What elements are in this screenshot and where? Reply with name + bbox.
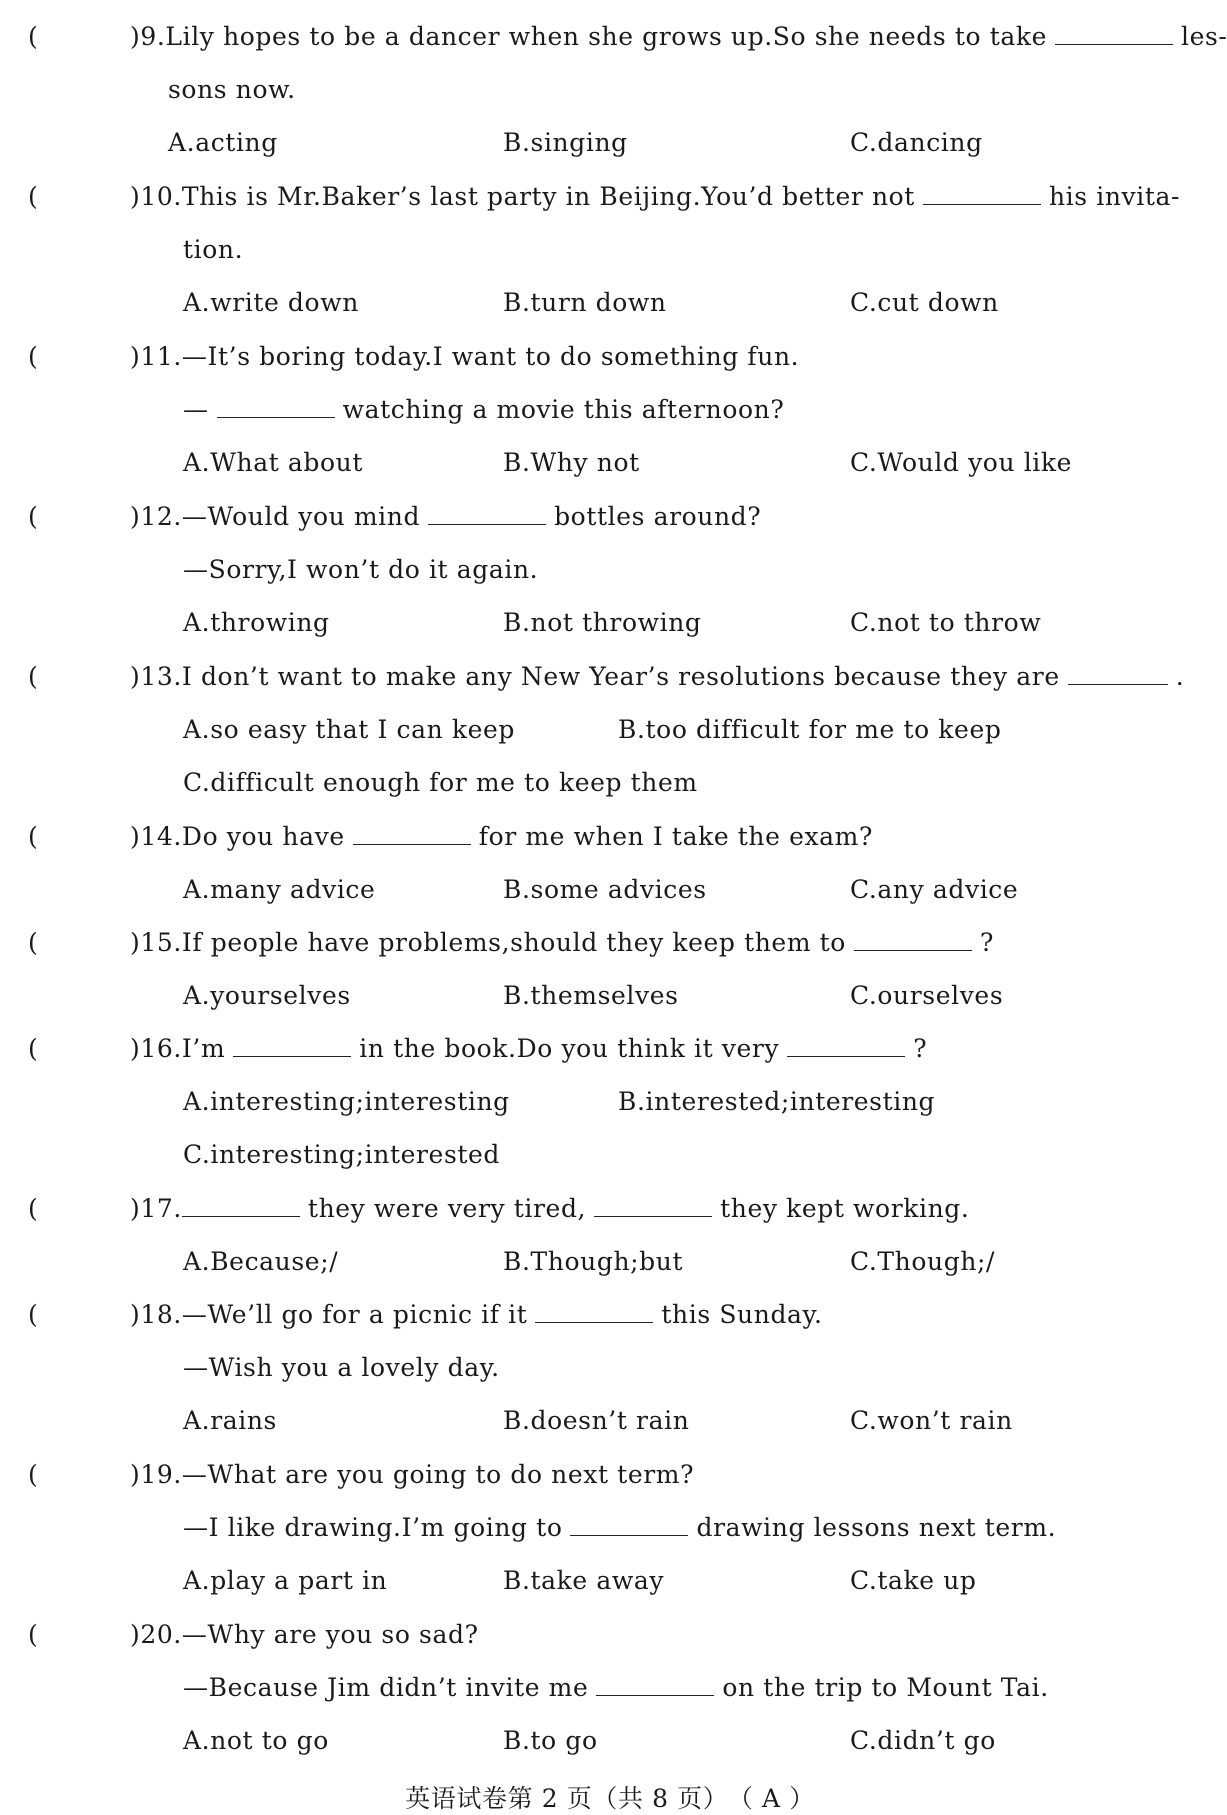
answer-paren-open: ( <box>28 662 39 691</box>
answer-blank[interactable] <box>1055 22 1173 45</box>
stem-line-2 <box>183 1673 1049 1702</box>
stem-line-2 <box>183 395 784 424</box>
option-a[interactable]: A.What about <box>183 448 364 477</box>
option-b[interactable]: B.not throwing <box>503 608 702 637</box>
option-c[interactable]: C.interesting;interested <box>183 1140 501 1169</box>
answer-blank[interactable] <box>428 502 546 525</box>
question-12 <box>0 492 1220 651</box>
stem-text: les- <box>1181 22 1227 51</box>
option-b[interactable]: B.doesn’t rain <box>503 1406 690 1435</box>
stem-text: Lily hopes to be a dancer when she grows up.So she needs to take <box>165 22 1047 51</box>
question-20 <box>0 1610 1220 1769</box>
question-number: )17. <box>130 1194 182 1223</box>
answer-paren-open: ( <box>28 1460 39 1489</box>
question-number: )20. <box>130 1620 182 1649</box>
option-a[interactable]: A.many advice <box>183 875 376 904</box>
question-number: )16. <box>130 1034 182 1063</box>
stem-text: they kept working. <box>720 1194 970 1223</box>
option-a[interactable]: A.rains <box>183 1406 277 1435</box>
option-b[interactable]: B.interested;interesting <box>618 1087 936 1116</box>
question-stem <box>130 1034 927 1063</box>
question-stem <box>130 1300 823 1329</box>
option-c[interactable]: C.difficult enough for me to keep them <box>183 768 698 797</box>
question-11 <box>0 332 1220 491</box>
stem-continuation: tion. <box>183 235 244 264</box>
stem-text: —Why are you so sad? <box>181 1620 479 1649</box>
option-c[interactable]: C.take up <box>850 1566 977 1595</box>
answer-blank[interactable] <box>353 822 471 845</box>
answer-blank[interactable] <box>182 1194 300 1217</box>
answer-paren-open: ( <box>28 342 39 371</box>
option-a[interactable]: A.not to go <box>183 1726 329 1755</box>
stem-text: —It’s boring today.I want to do something fun. <box>181 342 800 371</box>
question-number: )13. <box>130 662 182 691</box>
dash: — <box>183 395 209 424</box>
option-a[interactable]: A.Because;/ <box>183 1247 339 1276</box>
option-c[interactable]: C.won’t rain <box>850 1406 1013 1435</box>
question-stem <box>130 22 1227 51</box>
page-footer <box>0 1779 1220 1815</box>
stem-text: —We’ll go for a picnic if it <box>181 1300 528 1329</box>
question-15 <box>0 918 1220 1024</box>
stem-text: this Sunday. <box>661 1300 823 1329</box>
stem-line-2 <box>183 1513 1056 1542</box>
option-b[interactable]: B.turn down <box>503 288 667 317</box>
option-c[interactable]: C.Would you like <box>850 448 1073 477</box>
stem-text: ? <box>913 1034 928 1063</box>
option-b[interactable]: B.singing <box>503 128 628 157</box>
option-b[interactable]: B.take away <box>503 1566 665 1595</box>
question-stem <box>130 342 799 371</box>
question-number: )15. <box>130 928 182 957</box>
stem-text: in the book.Do you think it very <box>359 1034 780 1063</box>
question-10 <box>0 172 1220 331</box>
question-number: )9. <box>130 22 166 51</box>
option-b[interactable]: B.Why not <box>503 448 640 477</box>
stem-text: This is Mr.Baker’s last party in Beijing.You’d better not <box>181 182 915 211</box>
question-19 <box>0 1450 1220 1609</box>
option-c[interactable]: C.cut down <box>850 288 999 317</box>
footer-page-info: 英语试卷第 2 页（共 8 页） <box>405 1784 729 1813</box>
question-stem <box>130 1460 694 1489</box>
question-number: )12. <box>130 502 182 531</box>
stem-text: his invita- <box>1048 182 1181 211</box>
answer-paren-open: ( <box>28 1034 39 1063</box>
question-number: )19. <box>130 1460 182 1489</box>
option-c[interactable]: C.didn’t go <box>850 1726 996 1755</box>
option-c[interactable]: C.any advice <box>850 875 1019 904</box>
option-a[interactable]: A.interesting;interesting <box>183 1087 510 1116</box>
option-c[interactable]: C.ourselves <box>850 981 1004 1010</box>
stem-text: Do you have <box>181 822 345 851</box>
stem-text: drawing lessons next term. <box>696 1513 1057 1542</box>
stem-text: I’m <box>181 1034 226 1063</box>
option-b[interactable]: B.some advices <box>503 875 707 904</box>
stem-line-2: —Wish you a lovely day. <box>183 1353 500 1382</box>
option-b[interactable]: B.Though;but <box>503 1247 684 1276</box>
question-stem <box>130 928 994 957</box>
answer-paren-open: ( <box>28 22 39 51</box>
question-stem <box>130 182 1180 211</box>
answer-blank[interactable] <box>854 928 972 951</box>
stem-text: I don’t want to make any New Year’s resolutions because they are <box>181 662 1060 691</box>
question-stem <box>130 1620 479 1649</box>
stem-text: bottles around? <box>554 502 762 531</box>
stem-text: If people have problems,should they keep them to <box>181 928 846 957</box>
option-a[interactable]: A.play a part in <box>183 1566 388 1595</box>
answer-paren-open: ( <box>28 822 39 851</box>
question-stem <box>130 1194 969 1223</box>
option-a[interactable]: A.acting <box>168 128 278 157</box>
answer-blank[interactable] <box>594 1194 712 1217</box>
question-18 <box>0 1290 1220 1449</box>
option-b[interactable]: B.themselves <box>503 981 679 1010</box>
stem-text: for me when I take the exam? <box>478 822 873 851</box>
stem-text: —What are you going to do next term? <box>181 1460 695 1489</box>
option-a[interactable]: A.yourselves <box>183 981 351 1010</box>
stem-continuation: sons now. <box>168 75 296 104</box>
question-number: )11. <box>130 342 182 371</box>
question-stem <box>130 822 873 851</box>
answer-blank[interactable] <box>787 1034 905 1057</box>
answer-paren-open: ( <box>28 928 39 957</box>
question-number: )18. <box>130 1300 182 1329</box>
answer-blank[interactable] <box>535 1300 653 1323</box>
stem-line-2: —Sorry,I won’t do it again. <box>183 555 539 584</box>
question-13 <box>0 652 1220 811</box>
answer-blank[interactable] <box>570 1513 688 1536</box>
stem-text: —Would you mind <box>181 502 421 531</box>
stem-text: they were very tired, <box>307 1194 587 1223</box>
answer-blank[interactable] <box>217 395 335 418</box>
question-stem <box>130 662 1184 691</box>
stem-text: —I like drawing.I’m going to <box>183 1513 563 1542</box>
question-number: )14. <box>130 822 182 851</box>
option-a[interactable]: A.write down <box>183 288 359 317</box>
answer-blank[interactable] <box>596 1673 714 1696</box>
stem-text: ? <box>979 928 994 957</box>
stem-text: —Because Jim didn’t invite me <box>183 1673 589 1702</box>
answer-blank[interactable] <box>1068 662 1168 685</box>
answer-paren-open: ( <box>28 502 39 531</box>
option-c[interactable]: C.dancing <box>850 128 983 157</box>
stem-text: . <box>1175 662 1185 691</box>
option-a[interactable]: A.so easy that I can keep <box>183 715 515 744</box>
question-17 <box>0 1184 1220 1290</box>
question-stem <box>130 502 761 531</box>
option-a[interactable]: A.throwing <box>183 608 330 637</box>
option-b[interactable]: B.to go <box>503 1726 598 1755</box>
footer-version: （ A ） <box>740 1784 815 1813</box>
option-c[interactable]: C.Though;/ <box>850 1247 996 1276</box>
answer-paren-open: ( <box>28 1300 39 1329</box>
answer-paren-open: ( <box>28 1620 39 1649</box>
stem-text: on the trip to Mount Tai. <box>722 1673 1049 1702</box>
question-number: )10. <box>130 182 182 211</box>
option-c[interactable]: C.not to throw <box>850 608 1042 637</box>
stem-text: watching a movie this afternoon? <box>342 395 785 424</box>
answer-paren-open: ( <box>28 182 39 211</box>
question-14 <box>0 812 1220 918</box>
question-16 <box>0 1024 1220 1183</box>
answer-blank[interactable] <box>233 1034 351 1057</box>
answer-blank[interactable] <box>923 182 1041 205</box>
option-b[interactable]: B.too difficult for me to keep <box>618 715 1002 744</box>
answer-paren-open: ( <box>28 1194 39 1223</box>
question-9 <box>0 12 1227 171</box>
